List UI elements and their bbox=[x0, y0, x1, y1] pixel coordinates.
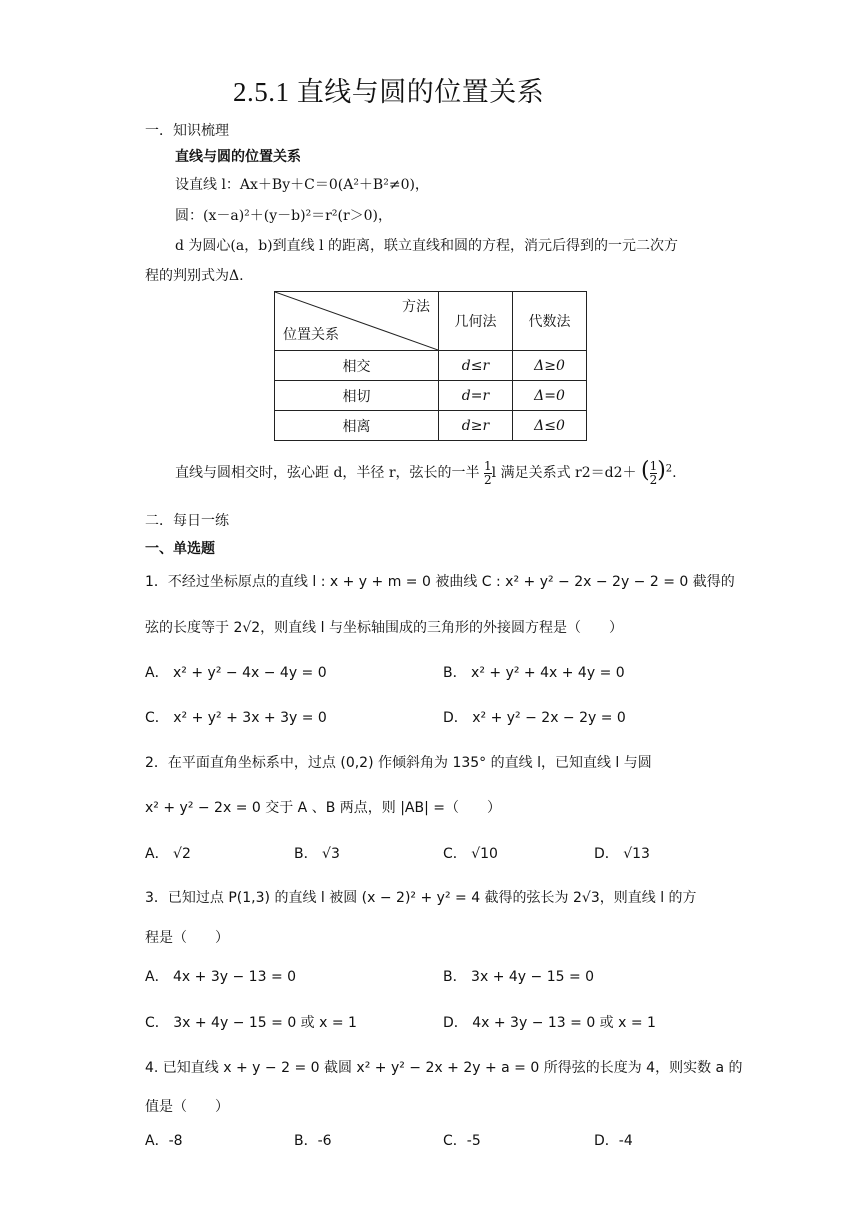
question-2-option-d[interactable]: D． √13 bbox=[594, 846, 650, 862]
question-4-stem-line2: 值是（ ） bbox=[145, 1099, 229, 1115]
circle-definition: 圆：(x－a)²＋(y－b)²＝r²(r＞0)， bbox=[175, 208, 393, 224]
question-2-option-a[interactable]: A． √2 bbox=[145, 846, 191, 862]
section-heading-daily: 二．每日一练 bbox=[145, 513, 229, 529]
question-2-stem-line1: 2．在平面直角坐标系中，过点 (0,2) 作倾斜角为 135° 的直线 l，已知直线 l 与圆 bbox=[145, 755, 652, 771]
question-4-option-b[interactable]: B．-6 bbox=[294, 1133, 332, 1149]
chord-note-text-a: 直线与圆相交时，弦心距 d，半径 r，弦长的一半 bbox=[175, 465, 480, 481]
question-1-stem-line1: 1．不经过坐标原点的直线 l : x + y + m = 0 被曲线 C : x² + y² − 2x − 2y − 2 = 0 截得的 bbox=[145, 574, 735, 590]
row-name: 相交 bbox=[275, 351, 439, 381]
right-paren: ) bbox=[657, 458, 666, 483]
question-1-option-b[interactable]: B． x² + y² + 4x + 4y = 0 bbox=[443, 665, 625, 681]
row-alg: Δ≥0 bbox=[513, 351, 587, 381]
distance-definition-line2: 程的判别式为Δ. bbox=[145, 268, 244, 284]
left-paren: ( bbox=[640, 458, 650, 483]
row-alg: Δ≤0 bbox=[513, 411, 587, 441]
page-title: 2.5.1 直线与圆的位置关系 bbox=[233, 77, 545, 107]
chord-note-text-b: l 满足关系式 r2＝d2＋ bbox=[491, 465, 637, 481]
half-fraction bbox=[484, 460, 492, 487]
row-name: 相离 bbox=[275, 411, 439, 441]
col-header-algebra: 代数法 bbox=[513, 292, 587, 351]
header-relation-label: 位置关系 bbox=[283, 327, 339, 343]
subheading-single-choice: 一、单选题 bbox=[145, 541, 215, 557]
row-alg: Δ=0 bbox=[513, 381, 587, 411]
line-definition: 设直线 l：Ax＋By＋C＝0(A²＋B²≠0)， bbox=[175, 177, 429, 193]
question-3-stem-line2: 程是（ ） bbox=[145, 930, 229, 946]
question-1-option-a[interactable]: A． x² + y² − 4x − 4y = 0 bbox=[145, 665, 327, 681]
question-2-option-b[interactable]: B． √3 bbox=[294, 846, 340, 862]
question-3-option-b[interactable]: B． 3x + 4y − 15 = 0 bbox=[443, 969, 595, 985]
question-1-stem-line2: 弦的长度等于 2√2，则直线 l 与坐标轴围成的三角形的外接圆方程是（ ） bbox=[145, 620, 623, 636]
question-3-option-a[interactable]: A． 4x + 3y − 13 = 0 bbox=[145, 969, 297, 985]
question-1-option-d[interactable]: D． x² + y² − 2x − 2y = 0 bbox=[443, 710, 626, 726]
question-2-stem-line2: x² + y² − 2x = 0 交于 A 、B 两点，则 |AB| =（ ） bbox=[145, 800, 502, 816]
question-4-stem-line1: 4. 已知直线 x + y − 2 = 0 截圆 x² + y² − 2x + 2y + a = 0 所得弦的长度为 4，则实数 a 的 bbox=[145, 1060, 743, 1076]
distance-definition-line1: d 为圆心(a，b)到直线 l 的距离，联立直线和圆的方程，消元后得到的一元二次方 bbox=[175, 238, 679, 254]
row-geo: d≤r bbox=[439, 351, 513, 381]
table-diagonal-header bbox=[275, 292, 439, 351]
fraction-numerator: 1 bbox=[484, 458, 492, 473]
row-geo: d=r bbox=[439, 381, 513, 411]
question-4-option-c[interactable]: C．-5 bbox=[443, 1133, 481, 1149]
row-name: 相切 bbox=[275, 381, 439, 411]
question-4-option-d[interactable]: D．-4 bbox=[594, 1133, 633, 1149]
question-2-option-c[interactable]: C． √10 bbox=[443, 846, 498, 862]
question-3-stem-line1: 3．已知过点 P(1,3) 的直线 l 被圆 (x − 2)² + y² = 4 截得的弦长为 2√3，则直线 l 的方 bbox=[145, 890, 697, 906]
subheading-line-circle: 直线与圆的位置关系 bbox=[175, 149, 301, 165]
table-row bbox=[275, 351, 587, 381]
section-heading-knowledge: 一．知识梳理 bbox=[145, 123, 229, 139]
row-geo: d≥r bbox=[439, 411, 513, 441]
col-header-geometry: 几何法 bbox=[439, 292, 513, 351]
question-3-option-c[interactable]: C． 3x + 4y − 15 = 0 或 x = 1 bbox=[145, 1015, 357, 1031]
exponent: 2 bbox=[665, 463, 673, 475]
position-relation-table bbox=[274, 291, 587, 441]
chord-note-end: . bbox=[672, 465, 677, 481]
question-4-option-a[interactable]: A．-8 bbox=[145, 1133, 183, 1149]
paren-numerator: 1 bbox=[649, 458, 658, 473]
chord-relation-note bbox=[175, 458, 677, 487]
table-row bbox=[275, 381, 587, 411]
question-3-option-d[interactable]: D． 4x + 3y − 13 = 0 或 x = 1 bbox=[443, 1015, 656, 1031]
question-1-option-c[interactable]: C． x² + y² + 3x + 3y = 0 bbox=[145, 710, 327, 726]
paren-denominator: 2 bbox=[649, 472, 658, 487]
fraction-denominator: 2 bbox=[484, 472, 492, 487]
header-method-label: 方法 bbox=[402, 299, 430, 315]
table-row bbox=[275, 411, 587, 441]
